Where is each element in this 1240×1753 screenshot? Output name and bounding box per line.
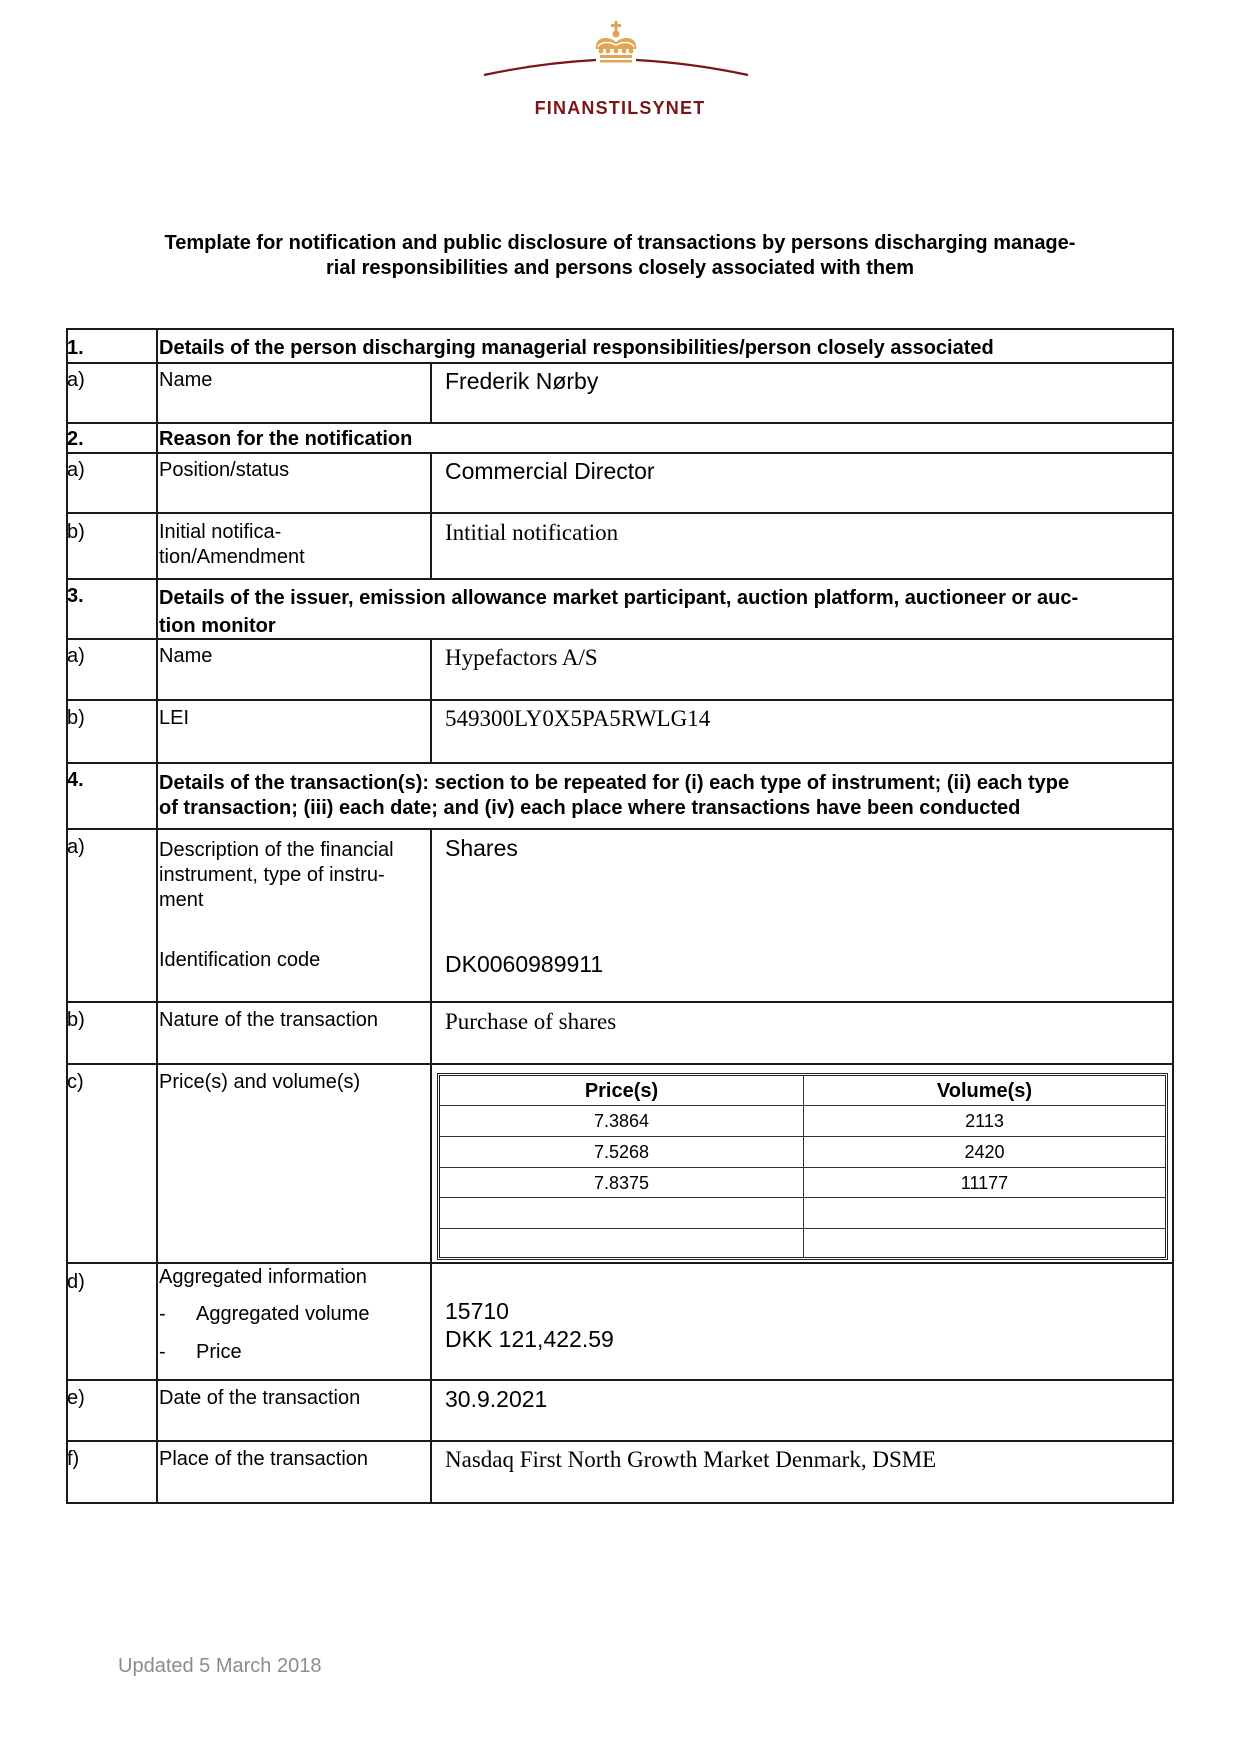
- row-4c-key: c): [67, 1071, 84, 1093]
- row-divider: [66, 1063, 1174, 1065]
- row-divider: [66, 422, 1174, 424]
- row-4a-key: a): [67, 836, 85, 858]
- row-3a-label: Name: [159, 645, 213, 667]
- row-3b-label: LEI: [159, 707, 190, 729]
- row-4a-label: [159, 838, 424, 913]
- row-2b-label-line1: Initial notifica-: [159, 521, 282, 543]
- row-divider: [66, 362, 1174, 364]
- transaction-place-value: Nasdaq First North Growth Market Denmark, DSME: [445, 1447, 937, 1472]
- bullet-dash: -: [159, 1341, 166, 1363]
- row-2b-label-line2: tion/Amendment: [159, 546, 305, 568]
- identification-code-value: DK0060989911: [445, 951, 604, 977]
- section-1-number: 1.: [67, 337, 84, 359]
- volume-cell: 2113: [965, 1111, 1004, 1131]
- row-divider: [66, 452, 1174, 454]
- price-cell: 7.3864: [593, 1111, 650, 1131]
- row-4b-key: b): [67, 1009, 85, 1031]
- row-2a-key: a): [67, 459, 85, 481]
- updated-date-footer: Updated 5 March 2018: [118, 1655, 322, 1677]
- price-volume-row-divider: [440, 1228, 1165, 1229]
- column-divider: [156, 328, 158, 1504]
- section-1-heading: Details of the person discharging managerial responsibilities/person closely associated: [159, 337, 994, 359]
- column-divider: [430, 639, 432, 763]
- row-4e-key: e): [67, 1387, 85, 1409]
- row-divider: [66, 699, 1174, 701]
- row-divider: [66, 762, 1174, 764]
- crown-icon: [470, 15, 770, 95]
- price-column-header: Price(s): [584, 1080, 659, 1102]
- section-2-heading: Reason for the notification: [159, 428, 413, 450]
- row-1a-key: a): [67, 369, 85, 391]
- notification-type-value: Intitial notification: [445, 520, 619, 545]
- row-4e-label: Date of the transaction: [159, 1387, 361, 1409]
- price-volume-table: [437, 1073, 1168, 1260]
- document-title: [100, 231, 1140, 281]
- row-1a-label: Name: [159, 369, 213, 391]
- row-4f-label: Place of the transaction: [159, 1448, 369, 1470]
- column-divider: [430, 363, 432, 423]
- bullet-dash: -: [159, 1303, 166, 1325]
- section-3-heading-line2: tion monitor: [159, 615, 276, 637]
- section-3-number: 3.: [67, 585, 84, 607]
- section-4-heading: [159, 771, 1169, 821]
- document-title-line1: Template for notification and public disclosure of transactions by persons discharging manage-: [164, 232, 1076, 254]
- row-divider: [66, 1379, 1174, 1381]
- person-name-value: Frederik Nørby: [445, 368, 599, 394]
- section-3-heading: [159, 584, 1169, 640]
- identification-code-label: Identification code: [159, 949, 321, 971]
- finanstilsynet-logo: [470, 15, 770, 118]
- document-title-line2: rial responsibilities and persons closely associated with them: [326, 257, 914, 279]
- transaction-date-value: 30.9.2021: [445, 1386, 548, 1412]
- row-4b-label: Nature of the transaction: [159, 1009, 379, 1031]
- logo-wordmark: FINANSTILSYNET: [534, 98, 706, 118]
- row-2b-label: [159, 520, 424, 570]
- section-4-heading-line2: of transaction; (iii) each date; and (iv) each place where transactions have been conducted: [159, 797, 1021, 819]
- section-4-heading-line1: Details of the transaction(s): section to be repeated for (i) each type of instrument; (ii) each type: [159, 772, 1070, 794]
- column-divider: [430, 453, 432, 579]
- price-cell: 7.5268: [593, 1142, 650, 1162]
- volume-cell: 11177: [960, 1173, 1009, 1193]
- instrument-description-value: Shares: [445, 835, 518, 861]
- row-divider: [66, 1001, 1174, 1003]
- row-4d-key: d): [67, 1271, 85, 1293]
- row-4c-label: Price(s) and volume(s): [159, 1071, 361, 1093]
- row-divider: [66, 512, 1174, 514]
- row-2b-key: b): [67, 521, 85, 543]
- lei-value: 549300LY0X5PA5RWLG14: [445, 706, 711, 731]
- row-4a-label-line1: Description of the financial: [159, 839, 394, 861]
- volume-cell: 2420: [964, 1142, 1005, 1162]
- section-2-number: 2.: [67, 428, 84, 450]
- row-2a-label: Position/status: [159, 459, 290, 481]
- row-4d-label: Aggregated information: [159, 1266, 367, 1288]
- section-3-heading-line1: Details of the issuer, emission allowance market participant, auction platform, auctioneer or auc-: [159, 587, 1079, 609]
- row-4a-label-line3: ment: [159, 889, 204, 911]
- volume-column-header: Volume(s): [936, 1080, 1033, 1102]
- row-4a-label-line2: instrument, type of instru-: [159, 864, 385, 886]
- row-divider: [66, 1440, 1174, 1442]
- position-status-value: Commercial Director: [445, 458, 655, 484]
- row-3b-key: b): [67, 707, 85, 729]
- row-divider: [66, 578, 1174, 580]
- aggregated-volume-label: Aggregated volume: [196, 1303, 370, 1325]
- column-divider: [430, 829, 432, 1503]
- row-divider: [66, 1262, 1174, 1264]
- price-cell: 7.8375: [593, 1173, 650, 1193]
- aggregated-volume-value: 15710: [445, 1298, 509, 1324]
- row-4f-key: f): [67, 1448, 80, 1470]
- row-divider: [66, 828, 1174, 830]
- transaction-nature-value: Purchase of shares: [445, 1009, 617, 1034]
- aggregated-price-value: DKK 121,422.59: [445, 1326, 614, 1352]
- issuer-name-value: Hypefactors A/S: [445, 645, 598, 670]
- aggregated-price-label: Price: [196, 1341, 242, 1363]
- row-3a-key: a): [67, 645, 85, 667]
- section-4-number: 4.: [67, 769, 84, 791]
